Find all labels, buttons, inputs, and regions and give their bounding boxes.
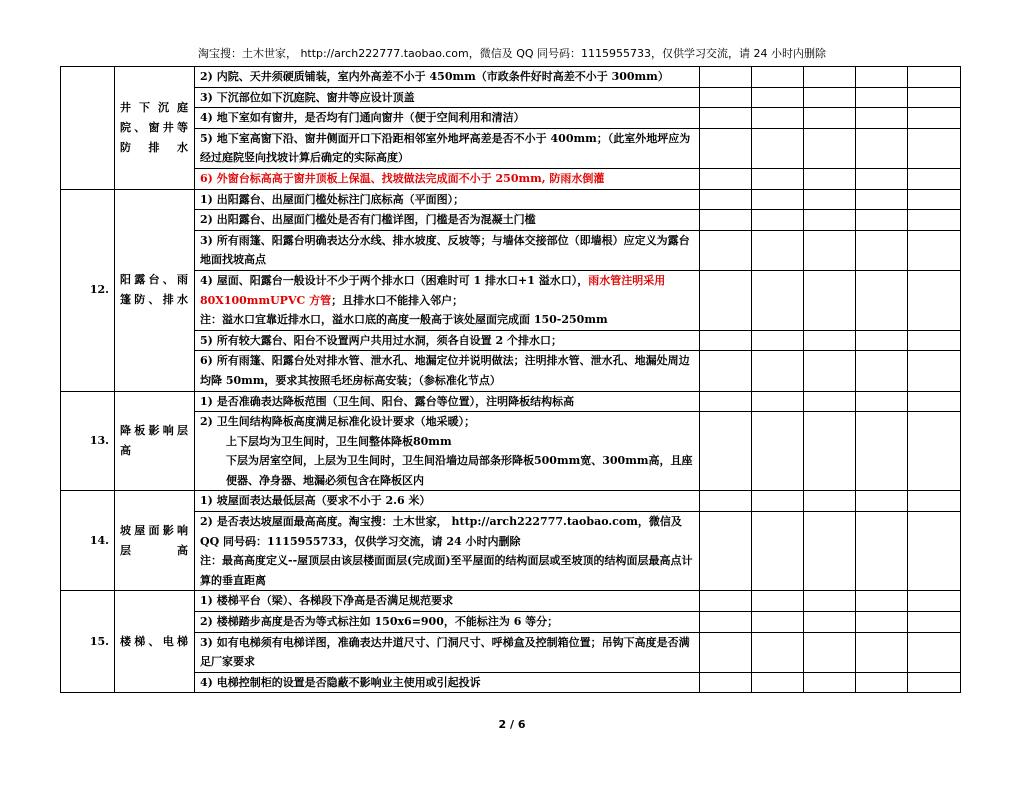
check-cell [752, 512, 804, 591]
check-cell [804, 351, 856, 391]
check-cell [752, 210, 804, 231]
check-cell [856, 230, 908, 270]
check-cell [908, 87, 961, 108]
check-item-text: 4) 屋面、阳露台一般设计不少于两个排水口（困难时可 1 排水口+1 溢水口）， [200, 273, 589, 287]
page-header-notice: 淘宝搜：土木世家， http://arch222777.taobao.com，微信及 QQ 同号码：1115955733，仅供学习交流，请 24 小时内删除 [197, 47, 827, 60]
check-item [195, 512, 700, 591]
section-category: 井下沉庭院、窗井等防排水 [115, 67, 195, 190]
check-cell [752, 632, 804, 672]
check-cell [908, 612, 961, 633]
check-cell [700, 512, 752, 591]
check-cell [804, 210, 856, 231]
table-row [61, 351, 961, 391]
check-cell [752, 412, 804, 491]
check-cell [856, 512, 908, 591]
check-cell [752, 230, 804, 270]
check-item: 3) 所有雨篷、阳露台明确表达分水线、排水坡度、反坡等；与墙体交接部位（即墙根）应定义为露台地面找坡高点 [195, 230, 700, 270]
check-item-text: ；且排水口不能排入邻户； [331, 293, 464, 307]
table-row [61, 672, 961, 693]
check-item: 1) 是否准确表达降板范围（卫生间、阳台、露台等位置），注明降板结构标高 [195, 391, 700, 412]
table-row [61, 210, 961, 231]
check-cell [700, 128, 752, 168]
check-item: 2) 楼梯踏步高度是否为等式标注如 150x6=900，不能标注为 6 等分； [195, 612, 700, 633]
check-cell [856, 87, 908, 108]
table-row [61, 330, 961, 351]
table-row [61, 612, 961, 633]
check-cell [856, 330, 908, 351]
check-cell [804, 672, 856, 693]
check-item-text: 2) 是否表达坡屋面最高高度。淘宝搜：土木世家， http://arch222777.taobao.com，微信及 QQ 同号码：1115955733，仅供学习交流，请 24 小时内删除 [200, 515, 682, 548]
table-row [61, 270, 961, 330]
check-cell [700, 591, 752, 612]
check-cell [856, 128, 908, 168]
check-cell [908, 491, 961, 512]
check-cell [700, 412, 752, 491]
check-item-text: 2) 卫生间结构降板高度满足标准化设计要求（地采暖）； [200, 415, 476, 429]
table-row [61, 230, 961, 270]
check-item: 2) 出阳露台、出屋面门槛处是否有门槛详图，门槛是否为混凝土门槛 [195, 210, 700, 231]
check-cell [752, 67, 804, 88]
check-cell [804, 412, 856, 491]
check-cell [856, 672, 908, 693]
check-item-note: 注：溢水口宜靠近排水口，溢水口底的高度一般高于该处屋面完成面 150-250mm [200, 313, 608, 327]
section-category: 坡屋面影响层高 [115, 491, 195, 591]
table-row [61, 491, 961, 512]
check-cell [752, 351, 804, 391]
check-cell [700, 491, 752, 512]
check-cell [804, 168, 856, 189]
check-cell [908, 128, 961, 168]
check-cell [700, 391, 752, 412]
check-cell [804, 270, 856, 330]
check-cell [700, 351, 752, 391]
check-cell [804, 128, 856, 168]
check-cell [804, 67, 856, 88]
check-cell [804, 189, 856, 210]
check-cell [856, 351, 908, 391]
drainpipe-warning: 雨水管注明采用 80X100mmUPVC 方管 [200, 273, 666, 307]
check-cell [804, 330, 856, 351]
section-category: 降板影响层高 [115, 391, 195, 491]
check-cell [804, 108, 856, 129]
check-cell [752, 108, 804, 129]
section-category: 楼梯、电梯 [115, 591, 195, 693]
table-row [61, 108, 961, 129]
table-row [61, 67, 961, 88]
check-item: 2) 内院、天井须硬质铺装，室内外高差不小于 450mm（市政条件好时高差不小于 300mm） [195, 67, 700, 88]
check-cell [856, 632, 908, 672]
check-item [195, 412, 700, 491]
check-cell [856, 67, 908, 88]
check-cell [700, 168, 752, 189]
section-number: 12. [61, 189, 115, 391]
check-item: 5) 地下室高窗下沿、窗井侧面开口下沿距相邻室外地坪高差是否不小于 400mm；（此室外地坪应为经过庭院竖向找坡计算后确定的实际高度） [195, 128, 700, 168]
check-item: 1) 坡屋面表达最低层高（要求不小于 2.6 米） [195, 491, 700, 512]
page-number: 2 / 6 [498, 718, 526, 731]
check-cell [856, 210, 908, 231]
check-item: 3) 如有电梯须有电梯详图，准确表达井道尺寸、门洞尺寸、呼梯盒及控制箱位置；吊钩下高度是否满足厂家要求 [195, 632, 700, 672]
check-cell [856, 270, 908, 330]
section-number: 15. [61, 591, 115, 693]
check-cell [804, 491, 856, 512]
check-cell [700, 672, 752, 693]
check-cell [908, 67, 961, 88]
check-cell [908, 168, 961, 189]
check-cell [804, 87, 856, 108]
check-cell [700, 67, 752, 88]
check-cell [752, 128, 804, 168]
check-item-subline: 下层为居室空间，上层为卫生间时，卫生间沿墙边局部条形降板500mm宽、300mm高，且座便器、净身器、地漏必须包含在降板区内 [226, 454, 693, 487]
check-cell [908, 189, 961, 210]
check-cell [752, 189, 804, 210]
check-item: 1) 出阳露台、出屋面门槛处标注门底标高（平面图）； [195, 189, 700, 210]
check-cell [908, 512, 961, 591]
section-number: 14. [61, 491, 115, 591]
check-cell [752, 270, 804, 330]
check-cell [700, 612, 752, 633]
check-cell [856, 391, 908, 412]
check-cell [908, 351, 961, 391]
table-row [61, 87, 961, 108]
check-item: 4) 地下室如有窗井，是否均有门通向窗井（便于空间利用和清洁） [195, 108, 700, 129]
check-item [195, 270, 700, 330]
review-checklist-table [60, 66, 961, 693]
check-cell [752, 491, 804, 512]
check-cell [700, 189, 752, 210]
check-cell [700, 632, 752, 672]
check-cell [908, 391, 961, 412]
check-cell [908, 672, 961, 693]
check-cell [804, 512, 856, 591]
table-row [61, 189, 961, 210]
table-row [61, 168, 961, 189]
check-cell [700, 330, 752, 351]
check-item: 3) 下沉部位如下沉庭院、窗井等应设计顶盖 [195, 87, 700, 108]
check-cell [700, 270, 752, 330]
check-cell [856, 591, 908, 612]
check-cell [804, 391, 856, 412]
table-row [61, 632, 961, 672]
table-row [61, 512, 961, 591]
table-row [61, 391, 961, 412]
check-item-warning: 6) 外窗台标高高于窗井顶板上保温、找坡做法完成面不小于 250mm, 防雨水倒灌 [195, 168, 700, 189]
check-cell [908, 230, 961, 270]
check-cell [752, 612, 804, 633]
check-cell [856, 189, 908, 210]
check-cell [700, 230, 752, 270]
check-item-subline: 上下层均为卫生间时，卫生间整体降板80mm [226, 434, 452, 448]
check-cell [908, 210, 961, 231]
check-cell [804, 230, 856, 270]
check-item-note: 注：最高高度定义--屋顶层由该层楼面面层(完成面)至平屋面的结构面层或至坡顶的结构面层最高点计算的垂直距离 [200, 554, 693, 587]
check-cell [752, 391, 804, 412]
check-cell [908, 108, 961, 129]
check-cell [752, 168, 804, 189]
check-cell [804, 612, 856, 633]
check-cell [700, 108, 752, 129]
check-cell [908, 591, 961, 612]
check-item: 4) 电梯控制柜的设置是否隐蔽不影响业主使用或引起投诉 [195, 672, 700, 693]
section-number: 13. [61, 391, 115, 491]
check-cell [856, 491, 908, 512]
check-cell [752, 672, 804, 693]
check-cell [700, 87, 752, 108]
check-item: 6) 所有雨篷、阳露台处对排水管、泄水孔、地漏定位并说明做法；注明排水管、泄水孔、地漏处周边均降 50mm，要求其按照毛坯房标高安装；（参标准化节点） [195, 351, 700, 391]
section-category: 阳露台、雨篷防、排水 [115, 189, 195, 391]
check-cell [752, 591, 804, 612]
section-number [61, 67, 115, 190]
check-cell [908, 412, 961, 491]
check-item: 5) 所有较大露台、阳台不设置两户共用过水洞，须各自设置 2 个排水口； [195, 330, 700, 351]
check-cell [752, 330, 804, 351]
check-cell [752, 87, 804, 108]
table-row [61, 128, 961, 168]
table-row [61, 591, 961, 612]
check-cell [908, 632, 961, 672]
check-cell [856, 412, 908, 491]
check-cell [804, 632, 856, 672]
check-cell [908, 270, 961, 330]
check-cell [856, 168, 908, 189]
check-cell [700, 210, 752, 231]
check-cell [856, 108, 908, 129]
check-cell [804, 591, 856, 612]
check-cell [856, 612, 908, 633]
check-item: 1) 楼梯平台（梁）、各梯段下净高是否满足规范要求 [195, 591, 700, 612]
check-cell [908, 330, 961, 351]
table-row [61, 412, 961, 491]
